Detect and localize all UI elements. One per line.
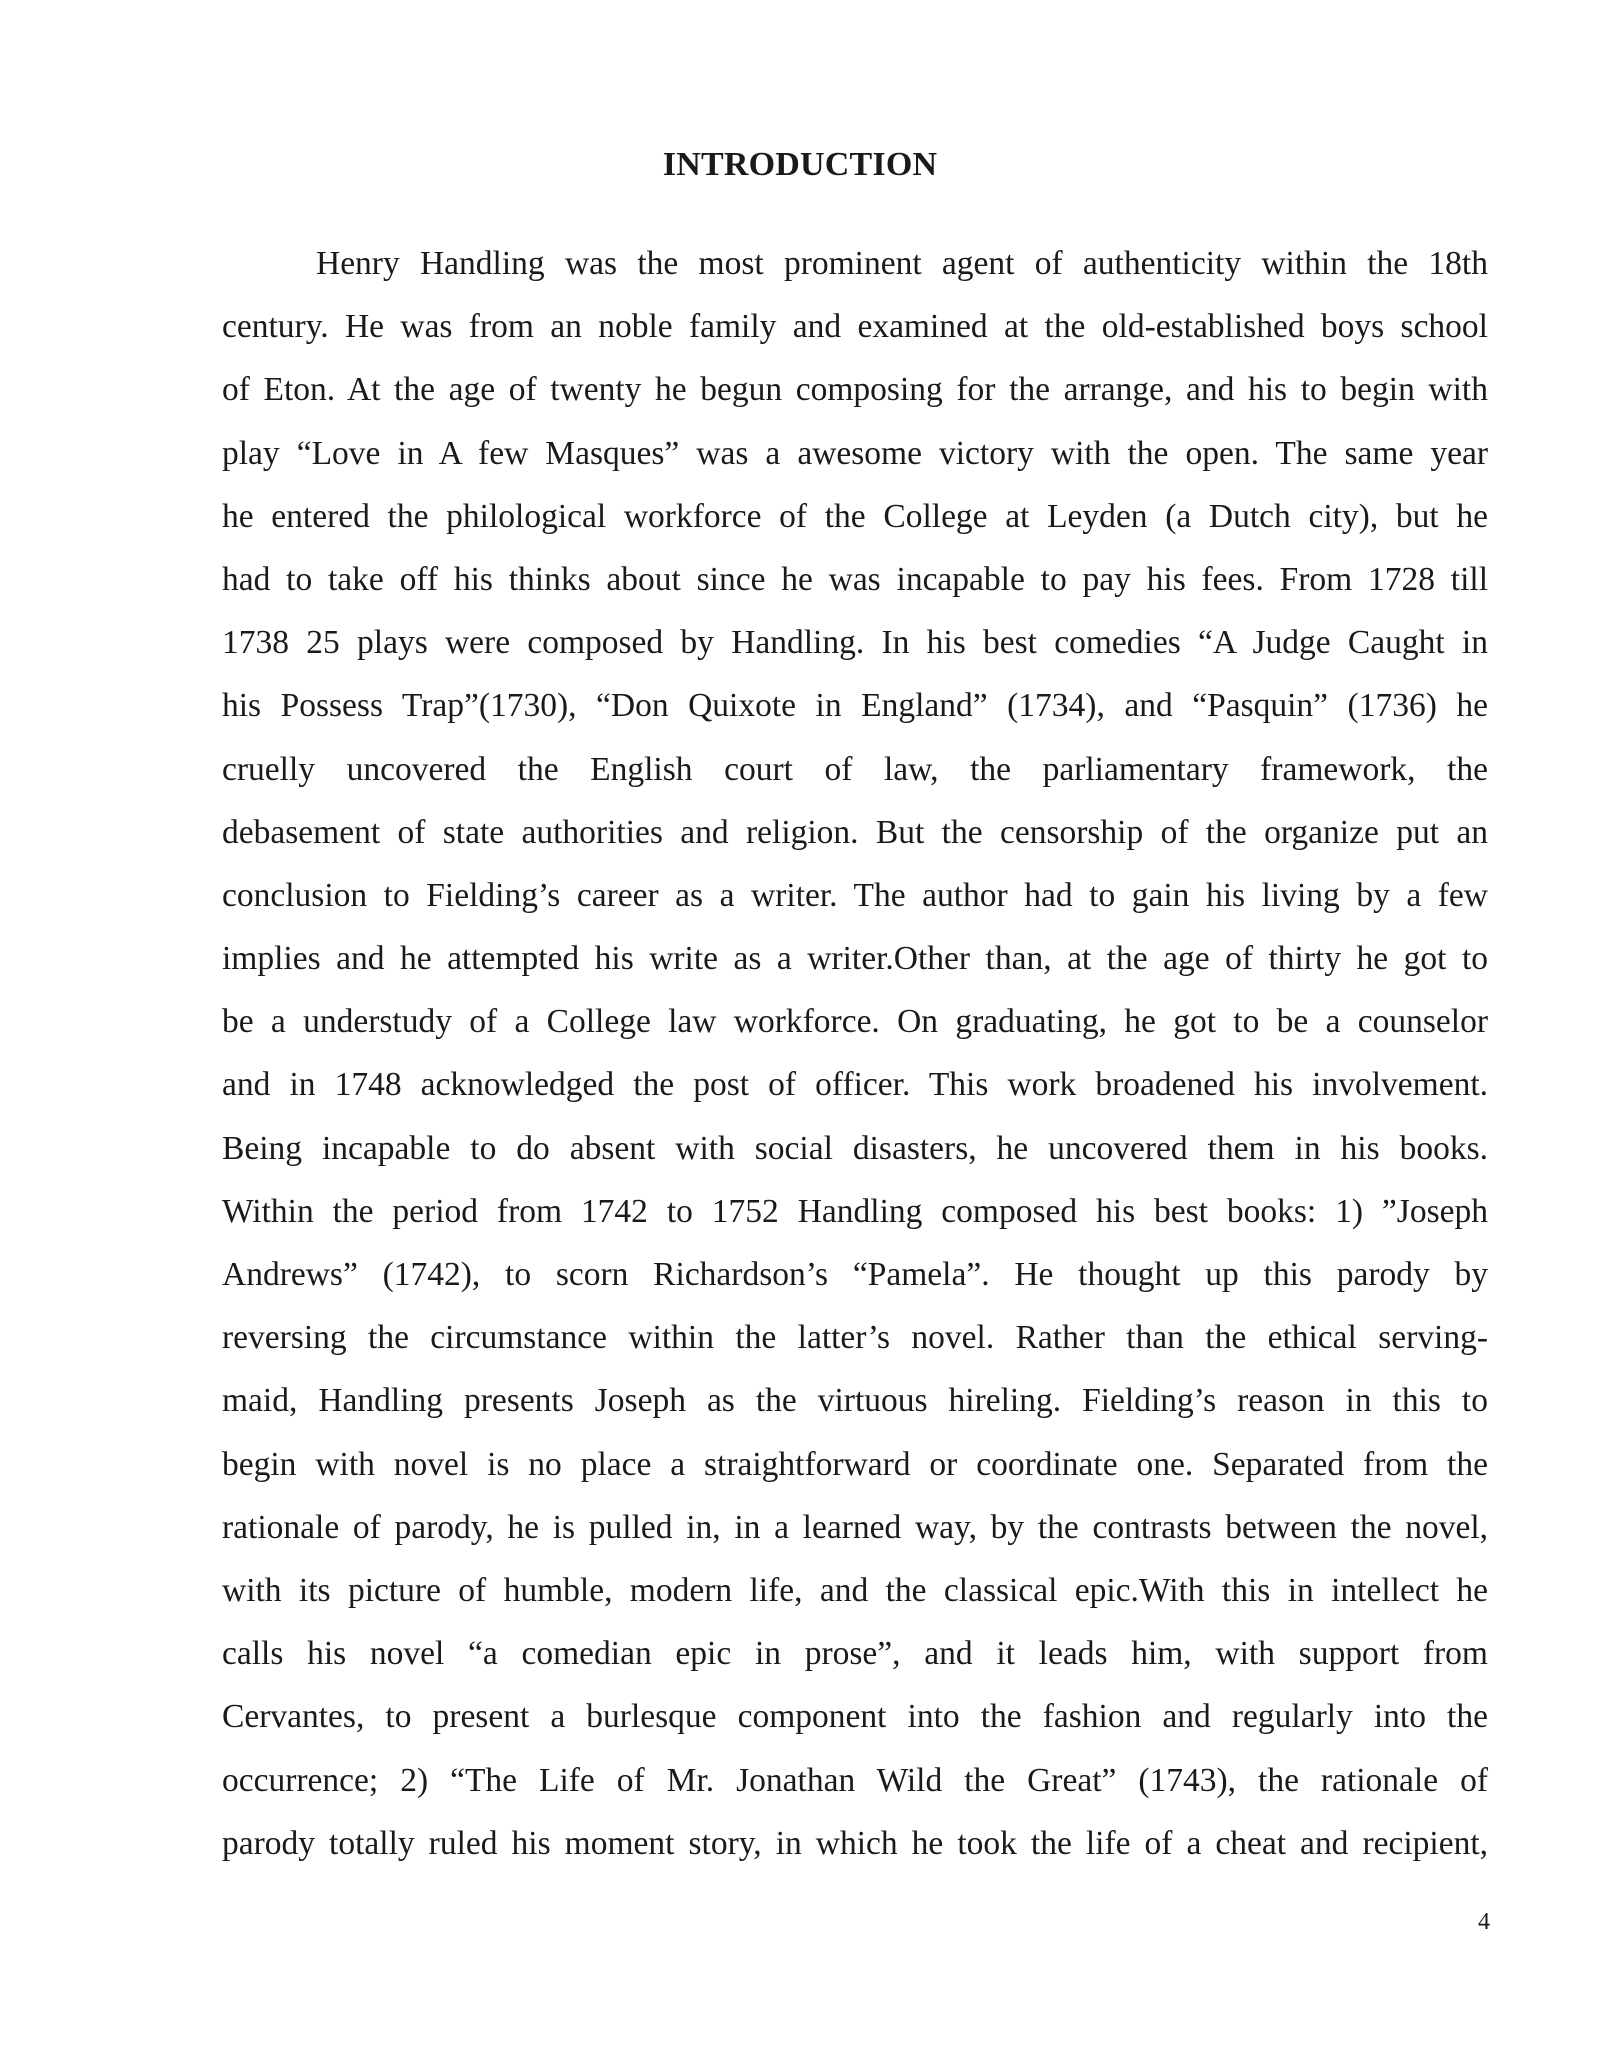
body-paragraph — [222, 232, 1488, 1875]
paragraph-line: implies and he attempted his write as a writer.Other than, at the age of thirty he got to — [222, 940, 1488, 978]
paragraph-line: Being incapable to do absent with social disasters, he uncovered them in his books. — [222, 1129, 1488, 1167]
paragraph-line: maid, Handling presents Joseph as the virtuous hireling. Fielding’s reason in this to — [222, 1382, 1488, 1420]
paragraph-line: be a understudy of a College law workforce. On graduating, he got to be a counselor — [222, 1003, 1488, 1041]
paragraph-line: conclusion to Fielding’s career as a writer. The author had to gain his living by a few — [222, 876, 1488, 914]
paragraph-line: had to take off his thinks about since he was incapable to pay his fees. From 1728 till — [222, 560, 1488, 598]
paragraph-line: Cervantes, to present a burlesque component into the fashion and regularly into the — [222, 1698, 1488, 1736]
paragraph-line: he entered the philological workforce of the College at Leyden (a Dutch city), but he — [222, 497, 1488, 535]
paragraph-line: of Eton. At the age of twenty he begun composing for the arrange, and his to begin with — [222, 371, 1488, 409]
paragraph-line: occurrence; 2) “The Life of Mr. Jonathan Wild the Great” (1743), the rationale of — [222, 1761, 1488, 1799]
paragraph-line: century. He was from an noble family and examined at the old-established boys school — [222, 308, 1488, 346]
page-title: INTRODUCTION — [662, 146, 938, 183]
paragraph-line: calls his novel “a comedian epic in prose”, and it leads him, with support from — [222, 1635, 1488, 1673]
paragraph-line: with its picture of humble, modern life, and the classical epic.With this in intellect he — [222, 1571, 1488, 1609]
paragraph-line: and in 1748 acknowledged the post of officer. This work broadened his involvement. — [222, 1066, 1488, 1104]
paragraph-line: reversing the circumstance within the latter’s novel. Rather than the ethical serving- — [222, 1319, 1488, 1357]
paragraph-line: Andrews” (1742), to scorn Richardson’s “Pamela”. He thought up this parody by — [222, 1256, 1488, 1293]
paragraph-line: debasement of state authorities and religion. But the censorship of the organize put an — [222, 813, 1488, 851]
paragraph-line: Henry Handling was the most prominent agent of authenticity within the 18th — [316, 245, 1488, 282]
paragraph-line: Within the period from 1742 to 1752 Handling composed his best books: 1) ”Joseph — [222, 1192, 1488, 1230]
paragraph-line: cruelly uncovered the English court of law, the parliamentary framework, the — [222, 750, 1488, 788]
paragraph-line: his Possess Trap”(1730), “Don Quixote in England” (1734), and “Pasquin” (1736) he — [222, 687, 1488, 725]
page-number: 4 — [1478, 1909, 1490, 1935]
paragraph-line: rationale of parody, he is pulled in, in a learned way, by the contrasts between the novel, — [222, 1508, 1488, 1546]
paragraph-line: parody totally ruled his moment story, in which he took the life of a cheat and recipient, — [222, 1824, 1488, 1862]
paragraph-line: play “Love in A few Masques” was a awesome victory with the open. The same year — [222, 434, 1488, 472]
paragraph-line: 1738 25 plays were composed by Handling. In his best comedies “A Judge Caught in — [222, 624, 1488, 662]
paragraph-line: begin with novel is no place a straightforward or coordinate one. Separated from the — [222, 1445, 1488, 1483]
